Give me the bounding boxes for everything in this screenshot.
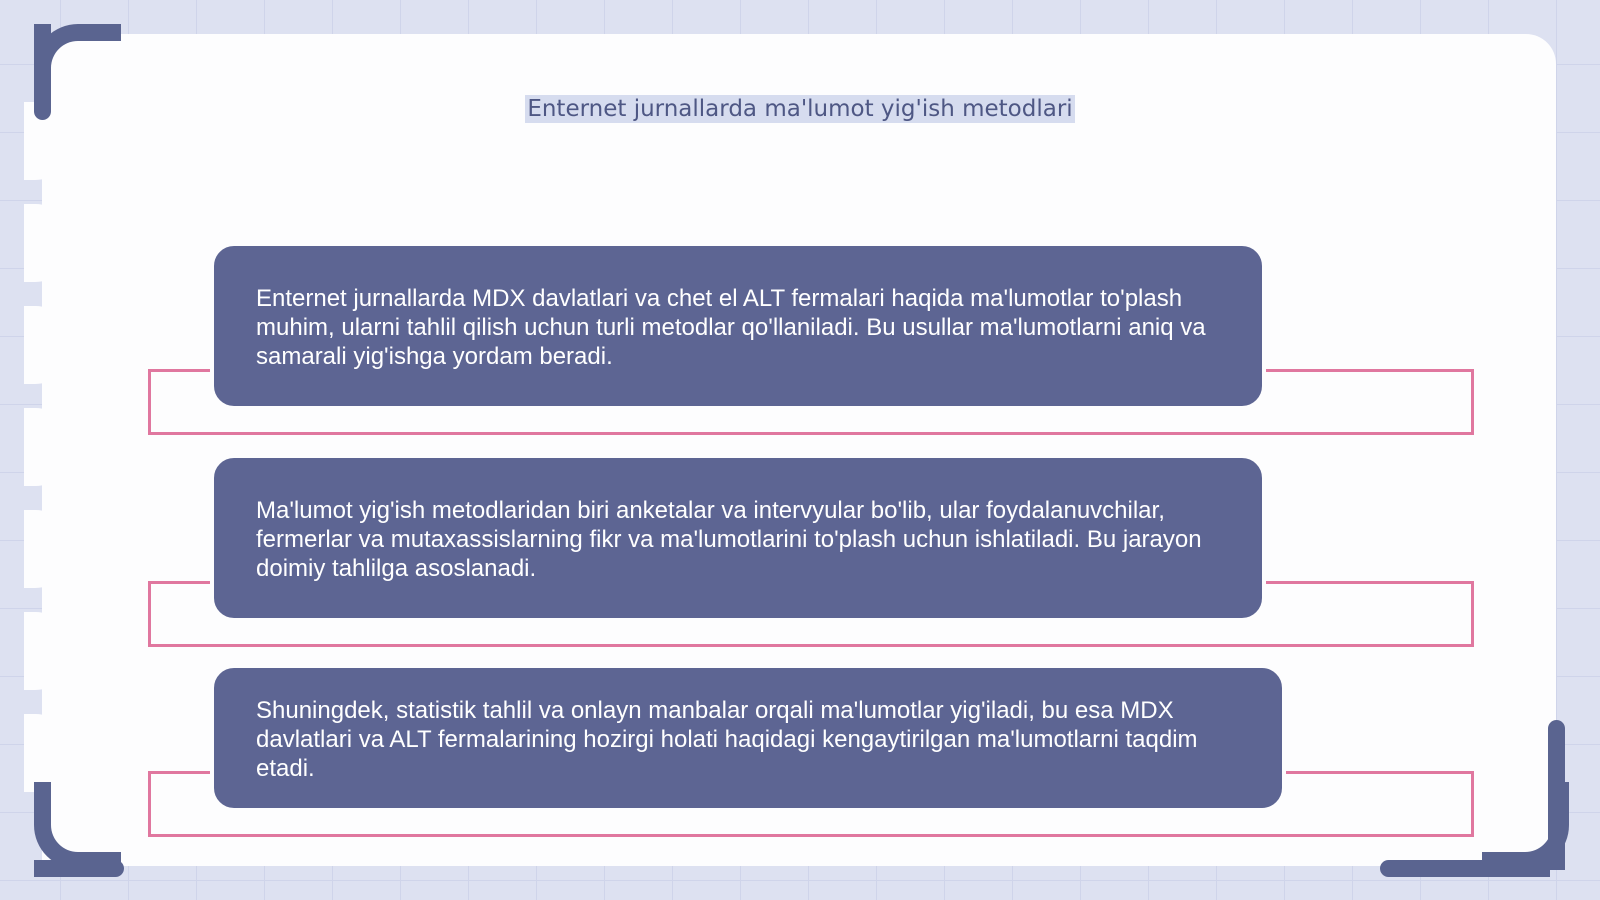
content-card bbox=[210, 454, 1266, 622]
card-text: Enternet jurnallarda MDX davlatlari va chet el ALT fermalari haqida ma'lumotlar to'plash muhim, ularni tahlil qilish uchun turli metodlar qo'llaniladi. Bu usullar ma'lumotlarni aniq va samarali yig'ishga yordam beradi. bbox=[256, 285, 1206, 370]
card-text: Shuningdek, statistik tahlil va onlayn manbalar orqali ma'lumotlar yig'iladi, bu esa MDX davlatlari va ALT fermalarining hozirgi holati haqidagi kengaytirilgan ma'lumotlarni taqdim etadi. bbox=[256, 697, 1198, 782]
corner-bracket-bottom-left bbox=[34, 782, 121, 869]
page-title bbox=[0, 96, 1600, 122]
content-card bbox=[210, 664, 1286, 812]
card-text: Ma'lumot yig'ish metodlaridan biri anketalar va intervyular bo'lib, ular foydalanuvchilar, fermerlar va mutaxassislarning fikr va ma'lumotlarini to'plash uchun ishlatiladi. Bu jarayon doimiy tahlilga asoslanadi. bbox=[256, 497, 1202, 582]
page-title-text: Enternet jurnallarda ma'lumot yig'ish metodlari bbox=[527, 96, 1073, 122]
corner-bracket-bottom-right-stem bbox=[1380, 860, 1550, 877]
corner-bracket-bottom-left-stem bbox=[34, 860, 124, 877]
content-card bbox=[210, 242, 1266, 410]
corner-bracket-bottom-right-riser bbox=[1548, 720, 1565, 870]
